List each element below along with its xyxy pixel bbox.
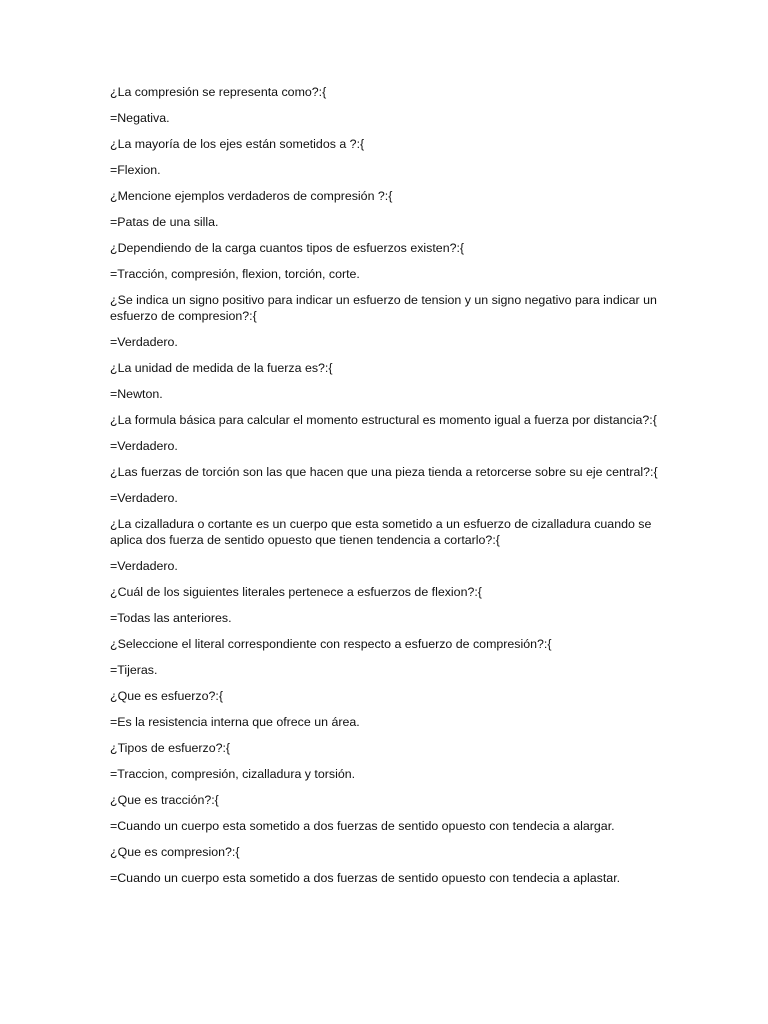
question-line: ¿La formula básica para calcular el momento estructural es momento igual a fuerza por distancia?:{ (110, 413, 657, 427)
answer-line: =Cuando un cuerpo esta sometido a dos fuerzas de sentido opuesto con tendecia a aplastar. (110, 871, 621, 885)
question-line: ¿Se indica un signo positivo para indicar un esfuerzo de tension y un signo negativo para indicar un esfuerzo de compresion?:{ (110, 293, 657, 323)
answer-line: =Tracción, compresión, flexion, torción, corte. (110, 267, 360, 281)
question-line: ¿Que es esfuerzo?:{ (110, 689, 223, 703)
question-line: ¿Que es tracción?:{ (110, 793, 219, 807)
question-line: ¿La compresión se representa como?:{ (110, 85, 327, 99)
answer-line: =Verdadero. (110, 559, 178, 573)
question-line: ¿Que es compresion?:{ (110, 845, 240, 859)
answer-line: =Verdadero. (110, 439, 178, 453)
question-line: ¿Seleccione el literal correspondiente con respecto a esfuerzo de compresión?:{ (110, 637, 552, 651)
answer-line: =Flexion. (110, 163, 161, 177)
answer-line: =Verdadero. (110, 335, 178, 349)
question-line: ¿La mayoría de los ejes están sometidos a ?:{ (110, 137, 365, 151)
answer-line: =Cuando un cuerpo esta sometido a dos fuerzas de sentido opuesto con tendecia a alargar. (110, 819, 615, 833)
question-line: ¿La unidad de medida de la fuerza es?:{ (110, 361, 333, 375)
answer-line: =Verdadero. (110, 491, 178, 505)
question-line: ¿Dependiendo de la carga cuantos tipos de esfuerzos existen?:{ (110, 241, 465, 255)
question-line: ¿La cizalladura o cortante es un cuerpo que esta sometido a un esfuerzo de cizalladura cuando se aplica dos fuerza de sentido opuesto que tienen tendencia a cortarlo?:{ (110, 517, 652, 547)
answer-line: =Tijeras. (110, 663, 158, 677)
question-line: ¿Cuál de los siguientes literales pertenece a esfuerzos de flexion?:{ (110, 585, 482, 599)
answer-line: =Traccion, compresión, cizalladura y torsión. (110, 767, 356, 781)
question-line: ¿Mencione ejemplos verdaderos de compresión ?:{ (110, 189, 393, 203)
question-line: ¿Tipos de esfuerzo?:{ (110, 741, 231, 755)
answer-line: =Patas de una silla. (110, 215, 219, 229)
answer-line: =Todas las anteriores. (110, 611, 232, 625)
answer-line: =Negativa. (110, 111, 170, 125)
answer-line: =Newton. (110, 387, 163, 401)
answer-line: =Es la resistencia interna que ofrece un área. (110, 715, 360, 729)
document-body (110, 84, 665, 896)
question-line: ¿Las fuerzas de torción son las que hacen que una pieza tienda a retorcerse sobre su eje central?:{ (110, 465, 658, 479)
